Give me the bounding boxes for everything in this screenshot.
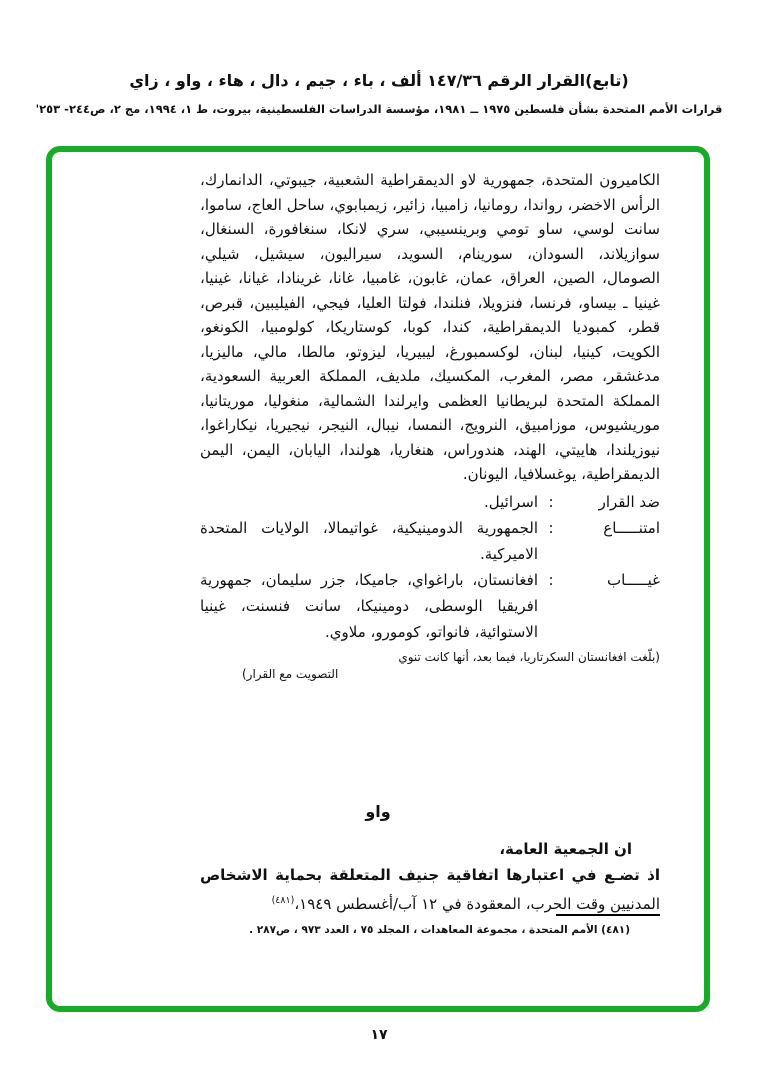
vote-absent-row [200, 567, 660, 645]
vote-against-label: ضد القرار [598, 492, 660, 511]
vote-absent-value: افغانستان، باراغواي، جاميكا، جزر سليمان، جمهورية افريقيا الوسطى، دومينيكا، سانت فنسنت، غينيا الاستوائية، فانواتو، كومورو، ملاوي. [200, 570, 538, 641]
secretariat-note-line1: (بلّغت افغانستان السكرتاريا، فيما بعد، أنها كانت تنوي [398, 649, 660, 664]
secretariat-note [200, 649, 660, 684]
vote-abstain-label: امتنـــــاع [603, 518, 660, 537]
section-heading-waw: واو [365, 802, 391, 821]
general-assembly-line: ان الجمعية العامة، [499, 840, 632, 858]
vote-absent-label: غيـــــاب [606, 570, 660, 589]
page-number: ١٧ [370, 1027, 388, 1043]
footnote-citation: (٤٨١) الأمم المتحدة ، مجموعة المعاهدات ، المجلد ٧٥ ، العدد ٩٧٣ ، ص٢٨٧ . [249, 924, 630, 936]
considering-rest-text: المدنيين وقت الحرب، المعقودة في ١٢ آب/أغسطس ١٩٤٩، [294, 895, 660, 913]
vote-against-row [200, 489, 660, 515]
considering-bold-phrase: اذ تضـع في اعتبارها اتفاقية جنيف المتعلقة بحماية الاشخاص [200, 866, 660, 884]
footnote-separator-rule [556, 914, 660, 916]
vote-record-block [200, 168, 660, 684]
resolution-title: (تابع)القرار الرقم ١٤٧/٣٦ ألف ، باء ، جيم ، دال ، هاء ، واو ، زاي [129, 71, 629, 90]
vote-abstain-row [200, 515, 660, 567]
source-citation: قرارات الأمم المتحدة بشأن فلسطين ١٩٧٥ ــ ١٩٨١، مؤسسة الدراسات الفلسطينية، بيروت، ط ١، ١٩٩٤، مج ٢، ص٢٤٤- ٢٥٣' [35, 102, 723, 116]
footnote-marker: (٤٨١) [271, 895, 295, 906]
vote-against-colon: : [548, 492, 554, 511]
vote-against-value: اسرائيل. [483, 492, 538, 511]
vote-absent-colon: : [548, 570, 554, 589]
considering-paragraph [200, 863, 660, 917]
secretariat-note-line2: التصويت مع القرار) [242, 667, 339, 681]
countries-in-favour-list: الكاميرون المتحدة، جمهورية لاو الديمقراطية الشعبية، جيبوتي، الدانمارك، الرأس الاخضر، رواندا، رومانيا، زامبيا، زائير، زيمبابوي، ساحل العاج، ساموا، سانت لوسي، ساو تومي وبرينسيبي، سري لانكا، سنغافورة، السنغال، سوازيلاند، السودان، سورينام، السويد، سيراليون، سيشيل، شيلي، الصومال، الصين، العراق، عمان، غابون، غامبيا، غانا، غرينادا، غيانا، غينيا، غينيا ـ بيساو، فرنسا، فنزويلا، فنلندا، فولتا العليا، فيجي، الفيليبين، قبرص، قطر، كمبوديا الديمقراطية، كندا، كوبا، كوستاريكا، كولومبيا، الكونغو، الكويت، كينيا، لبنان، لوكسمبورغ، ليبيريا، ليزوتو، مالطا، مالي، ماليزيا، مدغشقر، مصر، المغرب، المكسيك، ملديف، المملكة العربية السعودية، المملكة المتحدة لبريطانيا العظمى وايرلندا الشمالية، منغوليا، موريتانيا، موريشيوس، موزامبيق، النرويج، النمسا، نيبال، النيجر، نيجيريا، نيكاراغوا، نيوزيلندا، هاييتي، الهند، هندوراس، هنغاريا، هولندا، اليابان، اليمن، اليمن الديمقراطية، يوغسلافيا، اليونان. [200, 171, 660, 483]
vote-abstain-value: الجمهورية الدومينيكية، غواتيمالا، الولايات المتحدة الاميركية. [200, 518, 538, 563]
content-frame [46, 146, 710, 1012]
vote-abstain-colon: : [548, 518, 554, 537]
